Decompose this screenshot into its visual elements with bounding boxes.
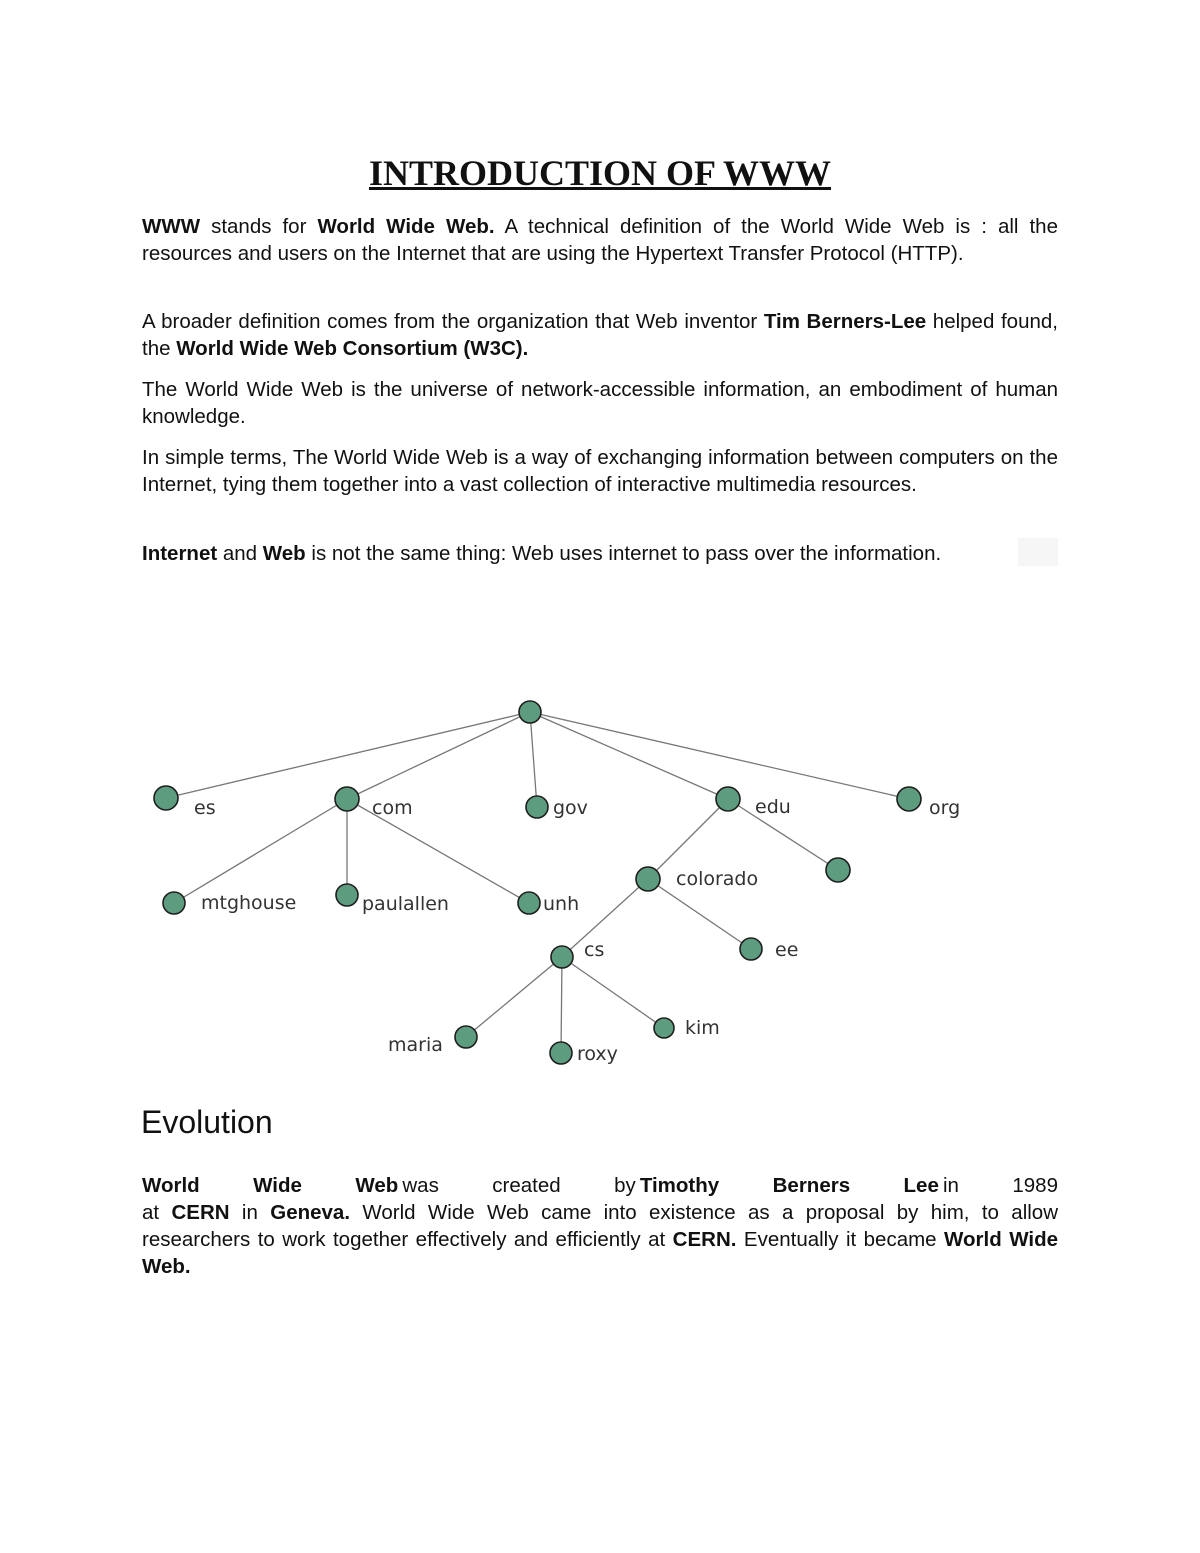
node-com: [335, 787, 359, 811]
word-group: [355, 1172, 438, 1199]
edge-colorado-cs: [562, 879, 648, 957]
node-roxy: [550, 1042, 572, 1064]
page-title: INTRODUCTION OF WWW: [368, 153, 832, 193]
term-geneva: Geneva.: [270, 1201, 351, 1224]
text: in: [229, 1201, 271, 1224]
word: Wide: [253, 1174, 302, 1197]
label-maria: maria: [388, 1034, 443, 1056]
node-es: [154, 786, 178, 810]
label-org: org: [929, 797, 961, 819]
node-cs: [551, 946, 573, 968]
edge-root-org: [530, 712, 909, 799]
evolution-first-line: [142, 1172, 1058, 1199]
word: World: [142, 1174, 200, 1197]
tree-edges: [166, 712, 909, 1053]
paragraph-simple-terms: In simple terms, The World Wide Web is a way of exchanging information between computers on the Internet, tying them together into a vast collection of interactive multimedia resources.: [142, 446, 1058, 496]
label-gov: gov: [553, 797, 588, 819]
node-unh: [518, 892, 540, 914]
word: Web: [355, 1174, 399, 1197]
paragraph-universe: The World Wide Web is the universe of network-accessible information, an embodiment of human knowledge.: [142, 378, 1058, 428]
term-internet: Internet: [142, 542, 218, 565]
word: 1989: [1012, 1174, 1058, 1197]
tree-nodes: [154, 701, 921, 1064]
edge-root-es: [166, 712, 530, 798]
word-group: [614, 1172, 719, 1199]
term-world-wide-web-2: World Wide Web.: [142, 1228, 1058, 1278]
word: created: [492, 1174, 561, 1197]
label-ee: ee: [775, 939, 799, 961]
word: was: [402, 1174, 439, 1197]
node-gov: [526, 796, 548, 818]
word: Timothy: [639, 1174, 720, 1197]
term-web: Web: [262, 542, 306, 565]
text: A technical definition of the World Wide Web is : all the resources and users on the Internet that are using the Hypertext Transfer Protocol (HTTP).: [142, 215, 1058, 265]
label-cs: cs: [584, 939, 605, 961]
edge-root-edu: [530, 712, 728, 799]
label-edu: edu: [755, 796, 791, 818]
node-edu-leaf: [826, 858, 850, 882]
text: Eventually it became: [736, 1228, 945, 1251]
paragraph-broader-definition: [142, 308, 1058, 362]
word: in: [942, 1174, 959, 1197]
node-root: [519, 701, 541, 723]
label-mtghouse: mtghouse: [201, 892, 297, 914]
node-maria: [455, 1026, 477, 1048]
term-cern-2: CERN.: [672, 1228, 737, 1251]
label-roxy: roxy: [577, 1043, 618, 1065]
text: stands for: [200, 215, 318, 238]
evolution-heading: Evolution: [141, 1104, 273, 1140]
word: by: [614, 1174, 636, 1197]
paragraph-internet-vs-web: [142, 540, 1058, 567]
term-w3c: World Wide Web Consortium (W3C).: [176, 337, 529, 360]
tree-labels: [194, 796, 960, 1065]
edge-cs-kim: [562, 957, 664, 1028]
edge-edu-colorado: [648, 799, 728, 879]
text: and: [217, 542, 263, 565]
term-world-wide-web: World Wide Web.: [317, 215, 495, 238]
edge-cs-maria: [466, 957, 562, 1037]
term-cern: CERN: [171, 1201, 230, 1224]
word-group: [904, 1172, 959, 1199]
node-edu: [716, 787, 740, 811]
edge-cs-roxy: [561, 957, 562, 1053]
word: Lee: [903, 1174, 939, 1197]
edge-root-gov: [530, 712, 537, 807]
term-tim-berners-lee: Tim Berners-Lee: [763, 310, 927, 333]
text: at: [142, 1201, 172, 1224]
text: is not the same thing: Web uses internet to pass over the information.: [305, 542, 942, 565]
label-paulallen: paulallen: [362, 893, 449, 915]
node-kim: [654, 1018, 674, 1038]
node-colorado: [636, 867, 660, 891]
evolution-rest: [142, 1199, 1058, 1280]
node-ee: [740, 938, 762, 960]
label-com: com: [372, 797, 413, 819]
label-colorado: colorado: [676, 868, 759, 890]
text: A broader definition comes from the organization that Web inventor: [142, 310, 764, 333]
domain-tree-diagram: [0, 680, 1200, 1080]
paragraph-www-definition: [142, 213, 1058, 267]
node-paulallen: [336, 884, 358, 906]
label-kim: kim: [685, 1017, 720, 1039]
text: World Wide Web came into existence as a proposal by him, to allow researchers to work together effectively and efficiently at: [142, 1201, 1059, 1251]
node-mtghouse: [163, 892, 185, 914]
paragraph-evolution: [142, 1172, 1058, 1280]
node-org: [897, 787, 921, 811]
label-unh: unh: [543, 893, 580, 915]
word: Berners: [772, 1174, 851, 1197]
label-es: es: [194, 797, 216, 819]
term-www: WWW: [142, 215, 201, 238]
edge-root-com: [347, 712, 530, 799]
text: helped found, the: [142, 310, 1058, 360]
